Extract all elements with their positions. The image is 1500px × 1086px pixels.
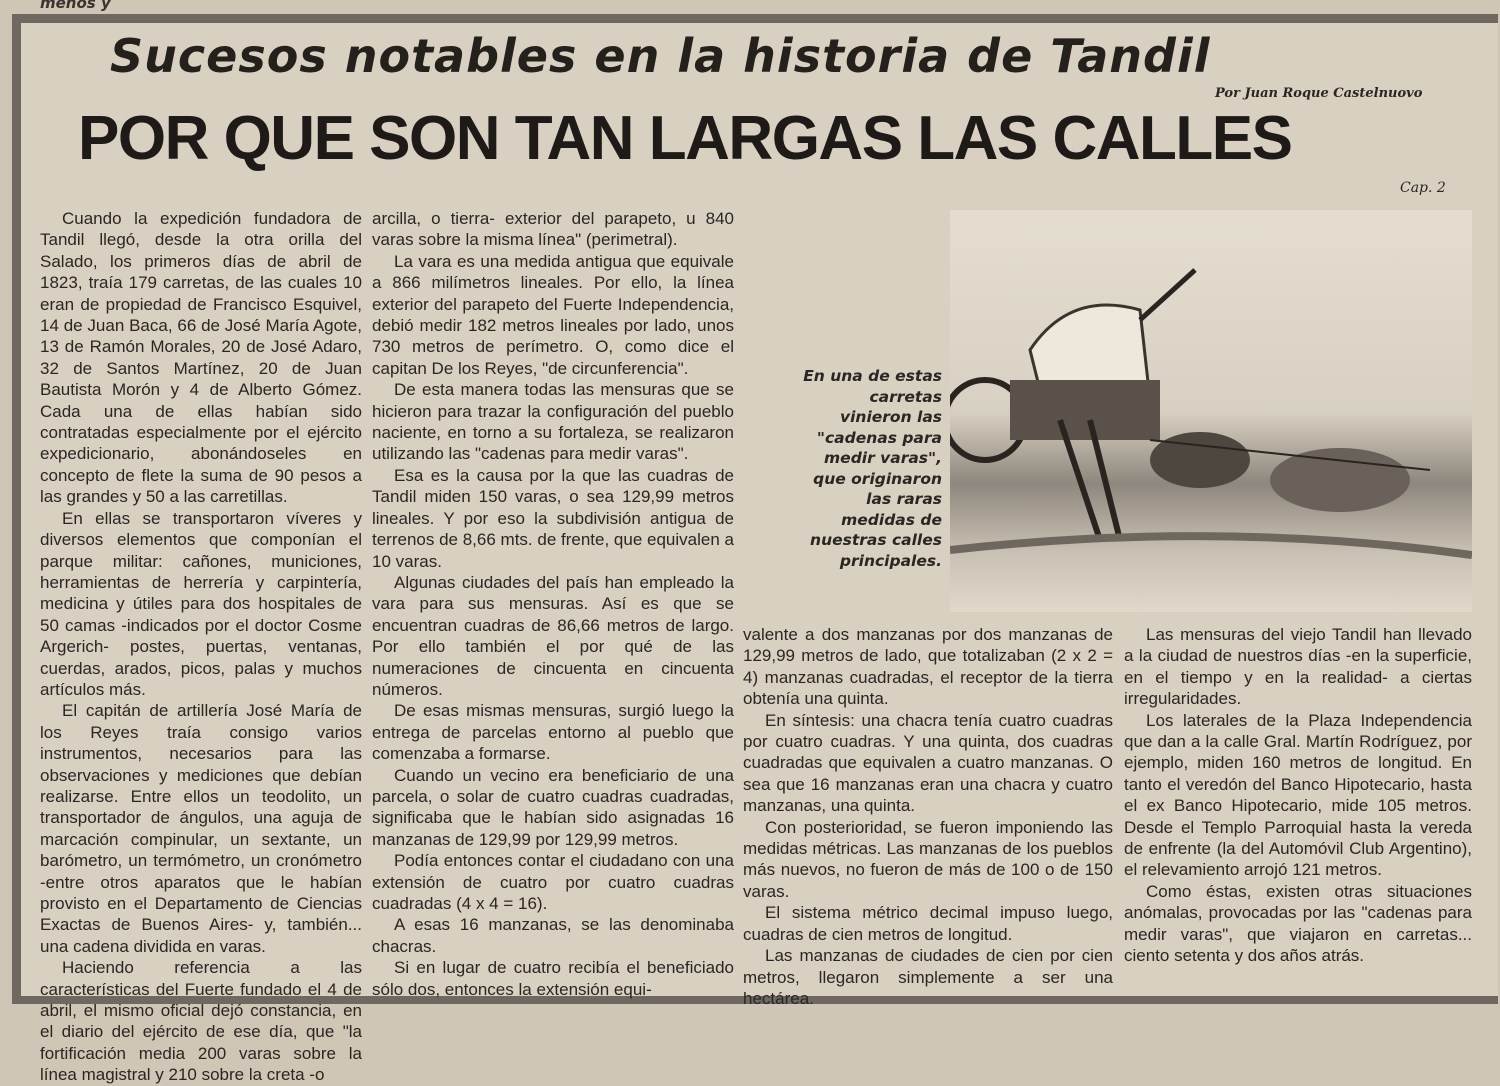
oxcart-illustration — [950, 210, 1472, 612]
paragraph: Como éstas, existen otras situaciones anómalas, provocadas por las "cadenas para medir varas", que viajaron en carretas... ciento setenta y dos años atrás. — [1124, 881, 1472, 966]
image-caption: En una de estas carretas vinieron las "cadenas para medir varas", que originaron las raras medidas de nuestras calles principales. — [803, 367, 942, 570]
paragraph: De esta manera todas las mensuras que se hicieron para trazar la configuración del pueblo naciente, en torno a su fortaleza, se realizaron utilizando las "cadenas para medir varas". — [372, 380, 734, 464]
paragraph: Con posterioridad, se fueron imponiendo las medidas métricas. Las manzanas de los pueblos más nuevos, no fueron de más de 100 o de 150 varas. — [743, 817, 1113, 901]
column-1 — [40, 208, 362, 1086]
headline: POR QUE SON TAN LARGAS LAS CALLES — [78, 104, 1292, 173]
paragraph: En síntesis: una chacra tenía cuatro cuadras por cuatro cuadras. Y una quinta, dos cuadras cuadradas que equivalen a cuatro manzanas. O sea que 16 manzanas eran una chacra y cuatro manzanas, una quinta. — [743, 710, 1113, 816]
paragraph: En ellas se transportaron víveres y diversos elementos que componían el parque militar: cañones, municiones, herramientas de herrería y carpintería, medicina y útiles para dos hospitales de 50 camas -indicados por el doctor Cosme Argerich- postes, puertas, ventanas, cuerdas, arados, picos, palas y muchos artículos más. — [40, 508, 362, 699]
column-2 — [372, 208, 734, 1000]
paragraph: Algunas ciudades del país han empleado la vara para sus mensuras. Así es que se encuentran cuadras de 86,66 metros de largo. Por ello también el por qué de las numeraciones de cincuenta en cincuenta números. — [372, 572, 734, 699]
paragraph: arcilla, o tierra- exterior del parapeto, u 840 varas sobre la misma línea" (perimetral). — [372, 209, 734, 250]
article-kicker: Sucesos notables en la historia de Tandil — [110, 29, 1211, 83]
paragraph: La vara es una medida antigua que equivale a 866 milímetros lineales. Por ello, la línea exterior del parapeto del Fuerte Independencia, debió medir 182 metros lineales por lado, unos 730 metros de perímetro. O, como dice el capitan De los Reyes, "de circunferencia". — [372, 251, 734, 378]
paragraph: Si en lugar de cuatro recibía el beneficiado sólo dos, entonces la extensión equi- — [372, 958, 734, 999]
paragraph: De esas mismas mensuras, surgió luego la entrega de parcelas entorno al pueblo que comenzaba a formarse. — [372, 701, 734, 764]
paragraph: Esa es la causa por la que las cuadras de Tandil miden 150 varas, o sea 129,99 metros lineales. Y por eso la subdivisión antigua de terrenos de 8,66 mts. de frente, que equivalen a 10 varas. — [372, 465, 734, 571]
paragraph: Cuando la expedición fundadora de Tandil llegó, desde la otra orilla del Salado, los primeros días de abril de 1823, traía 179 carretas, de las cuales 10 eran de propiedad de Francisco Esquivel, 14 de Juan Baca, 66 de José María Agote, 13 de Ramón Morales, 20 de José Adaro, 32 de Santos Martínez, 20 de Juan Bautista Morón y 4 de Alberto Gómez. Cada una de ellas habían sido contratadas especialmente por el ejército expedicionario, abonándoseles en concepto de flete la suma de 90 pesos a las grandes y 50 a las carretillas. — [40, 209, 362, 507]
chapter-label: Cap. 2 — [1400, 180, 1446, 196]
paragraph: valente a dos manzanas por dos manzanas de 129,99 metros de lado, que totalizaban (2 x 2 = 4) manzanas cuadradas, el receptor de la tierra obtenía una quinta. — [743, 625, 1113, 709]
oxcart-drawing — [950, 210, 1472, 612]
paragraph: A esas 16 manzanas, se las denominaba chacras. — [372, 915, 734, 956]
paragraph: Cuando un vecino era beneficiario de una parcela, o solar de cuatro cuadras cuadradas, significaba que le habían sido asignadas 16 manzanas de 129,99 por 129,99 metros. — [372, 765, 734, 849]
byline: Por Juan Roque Castelnuovo — [1215, 86, 1423, 101]
paragraph: Podía entonces contar el ciudadano con una extensión de cuatro por cuatro cuadras cuadradas (4 x 4 = 16). — [372, 851, 734, 913]
paragraph: Las mensuras del viejo Tandil han llevado a la ciudad de nuestros días -en la superficie, en el tiempo y en la realidad- a ciertas irregularidades. — [1124, 625, 1472, 709]
paragraph: Haciendo referencia a las características del Fuerte fundado el 4 de abril, el mismo oficial dejó constancia, en el diario del ejército de ese día, que "la fortificación media 200 varas sobre la línea magistral y 210 sobre la creta -o — [40, 958, 362, 1085]
paragraph: Las manzanas de ciudades de cien por cien metros, llegaron simplemente a ser una hectárea. — [743, 946, 1113, 1008]
column-4 — [1124, 624, 1472, 967]
column-3 — [743, 624, 1113, 1009]
paragraph: El sistema métrico decimal impuso luego, cuadras de cien metros de longitud. — [743, 903, 1113, 944]
paragraph: El capitán de artillería José María de los Reyes traía consigo varios instrumentos, necesarios para las observaciones y mediciones que debían realizarse. Entre ellos un teodolito, un transportador de ángulos, una aguja de marcación compinular, un sextante, un barómetro, un termómetro, un cronómetro -entre otros aparatos que le habían provisto en el Departamento de Ciencias Exactas de Buenos Aires- y, también... una cadena dividida en varas. — [40, 701, 362, 956]
previous-article-fragment: menos y — [40, 0, 111, 12]
paragraph: Los laterales de la Plaza Independencia que dan a la calle Gral. Martín Rodríguez, por ejemplo, miden 160 metros de longitud. En tanto el veredón del Banco Hipotecario, hasta el ex Banco Hipotecario, mide 105 metros. Desde el Templo Parroquial hasta la vereda de enfrente (la del Automóvil Club Argentino), el relevamiento arrojó 121 metros. — [1124, 710, 1472, 880]
